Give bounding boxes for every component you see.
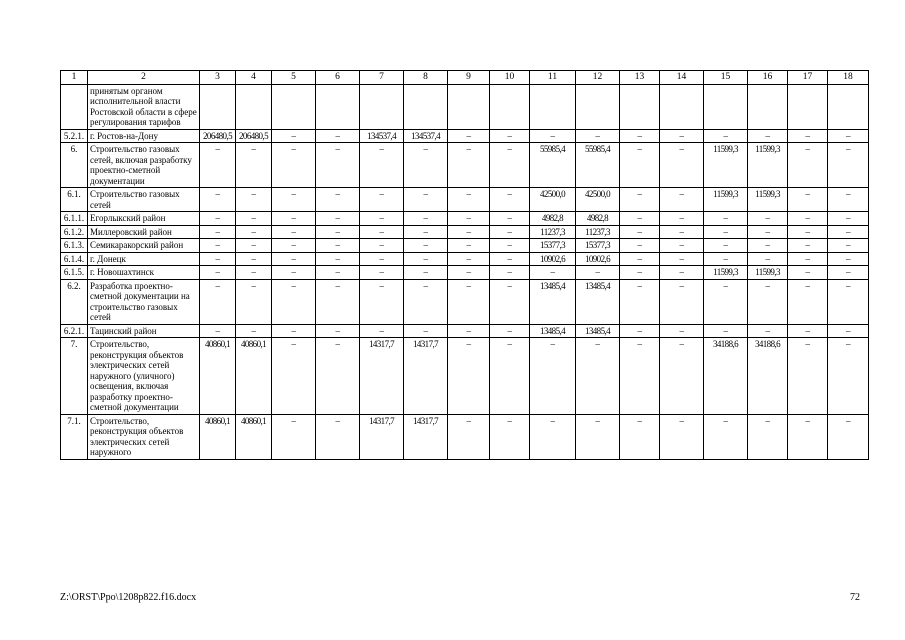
value-cell bbox=[448, 84, 490, 129]
value-cell: 13485,4 bbox=[576, 324, 620, 338]
value-cell: 11237,3 bbox=[530, 225, 576, 239]
value-cell: – bbox=[448, 252, 490, 266]
row-name-cell: Семикаракорский район bbox=[88, 239, 200, 253]
row-name-cell: Строительство газовых сетей bbox=[88, 188, 200, 212]
value-cell: – bbox=[236, 252, 272, 266]
value-cell: – bbox=[748, 279, 788, 324]
table-row bbox=[61, 324, 869, 338]
value-cell: – bbox=[620, 338, 660, 415]
value-cell: – bbox=[490, 279, 530, 324]
value-cell: – bbox=[660, 338, 704, 415]
value-cell bbox=[576, 84, 620, 129]
value-cell: – bbox=[620, 324, 660, 338]
value-cell: – bbox=[360, 324, 404, 338]
column-number: 17 bbox=[788, 71, 828, 85]
row-number-cell: 6.1. bbox=[61, 188, 88, 212]
value-cell: – bbox=[272, 414, 316, 459]
value-cell: 15377,3 bbox=[576, 239, 620, 253]
row-number-cell: 6.1.1. bbox=[61, 212, 88, 226]
value-cell: – bbox=[316, 212, 360, 226]
value-cell: – bbox=[490, 143, 530, 188]
row-number-cell: 6.1.4. bbox=[61, 252, 88, 266]
value-cell: – bbox=[316, 188, 360, 212]
value-cell: 11599,3 bbox=[704, 143, 748, 188]
value-cell: – bbox=[404, 143, 448, 188]
value-cell: 13485,4 bbox=[530, 324, 576, 338]
row-name-cell: г. Донецк bbox=[88, 252, 200, 266]
table-row bbox=[61, 414, 869, 459]
value-cell: – bbox=[748, 324, 788, 338]
value-cell: – bbox=[828, 143, 869, 188]
value-cell: 40860,1 bbox=[200, 338, 236, 415]
value-cell: – bbox=[828, 338, 869, 415]
value-cell: – bbox=[828, 225, 869, 239]
row-name-cell: принятым органом исполнительной власти Ростовской области в сфере регулирования тарифов bbox=[88, 84, 200, 129]
value-cell: – bbox=[490, 252, 530, 266]
value-cell: 11237,3 bbox=[576, 225, 620, 239]
value-cell: – bbox=[316, 225, 360, 239]
value-cell: – bbox=[788, 414, 828, 459]
value-cell: – bbox=[490, 225, 530, 239]
value-cell: – bbox=[788, 279, 828, 324]
value-cell: – bbox=[316, 252, 360, 266]
value-cell: – bbox=[660, 212, 704, 226]
value-cell: 11599,3 bbox=[748, 188, 788, 212]
value-cell: – bbox=[530, 266, 576, 280]
value-cell: – bbox=[404, 239, 448, 253]
value-cell: – bbox=[236, 239, 272, 253]
value-cell: 11599,3 bbox=[704, 188, 748, 212]
value-cell: – bbox=[530, 129, 576, 143]
column-number: 9 bbox=[448, 71, 490, 85]
document-table-container bbox=[60, 70, 868, 460]
value-cell: – bbox=[448, 188, 490, 212]
value-cell: – bbox=[360, 266, 404, 280]
value-cell: – bbox=[828, 324, 869, 338]
value-cell: – bbox=[704, 212, 748, 226]
value-cell: 11599,3 bbox=[748, 143, 788, 188]
column-number: 5 bbox=[272, 71, 316, 85]
value-cell: – bbox=[200, 188, 236, 212]
table-row bbox=[61, 239, 869, 253]
value-cell: 134537,4 bbox=[360, 129, 404, 143]
value-cell: 134537,4 bbox=[404, 129, 448, 143]
value-cell: – bbox=[272, 129, 316, 143]
value-cell bbox=[272, 84, 316, 129]
value-cell: – bbox=[200, 266, 236, 280]
budget-table bbox=[60, 70, 869, 460]
value-cell: – bbox=[576, 414, 620, 459]
value-cell: – bbox=[316, 143, 360, 188]
value-cell: – bbox=[490, 239, 530, 253]
column-number: 4 bbox=[236, 71, 272, 85]
value-cell bbox=[404, 84, 448, 129]
value-cell: – bbox=[272, 252, 316, 266]
row-number-cell: 6. bbox=[61, 143, 88, 188]
value-cell: 4982,8 bbox=[530, 212, 576, 226]
value-cell: – bbox=[620, 266, 660, 280]
value-cell bbox=[530, 84, 576, 129]
row-name-cell: Егорлыкский район bbox=[88, 212, 200, 226]
value-cell: – bbox=[272, 188, 316, 212]
table-row bbox=[61, 225, 869, 239]
value-cell: – bbox=[788, 188, 828, 212]
value-cell: – bbox=[490, 266, 530, 280]
value-cell: – bbox=[490, 188, 530, 212]
value-cell: – bbox=[660, 279, 704, 324]
value-cell bbox=[200, 84, 236, 129]
table-body bbox=[61, 71, 869, 460]
value-cell: – bbox=[620, 143, 660, 188]
value-cell: – bbox=[828, 266, 869, 280]
value-cell: – bbox=[360, 212, 404, 226]
value-cell: – bbox=[788, 338, 828, 415]
value-cell: – bbox=[660, 225, 704, 239]
value-cell: – bbox=[620, 414, 660, 459]
value-cell: – bbox=[236, 188, 272, 212]
value-cell bbox=[748, 84, 788, 129]
value-cell: – bbox=[828, 129, 869, 143]
table-header-row bbox=[61, 71, 869, 85]
row-number-cell: 6.1.3. bbox=[61, 239, 88, 253]
row-number-cell: 7.1. bbox=[61, 414, 88, 459]
value-cell: 15377,3 bbox=[530, 239, 576, 253]
value-cell: – bbox=[788, 239, 828, 253]
column-number: 11 bbox=[530, 71, 576, 85]
value-cell: – bbox=[620, 279, 660, 324]
value-cell: – bbox=[490, 324, 530, 338]
value-cell bbox=[704, 84, 748, 129]
value-cell: – bbox=[704, 414, 748, 459]
column-number: 18 bbox=[828, 71, 869, 85]
value-cell: – bbox=[530, 414, 576, 459]
value-cell: – bbox=[748, 129, 788, 143]
value-cell: – bbox=[788, 212, 828, 226]
value-cell bbox=[236, 84, 272, 129]
value-cell: – bbox=[200, 239, 236, 253]
value-cell: – bbox=[360, 188, 404, 212]
row-number-cell: 6.1.5. bbox=[61, 266, 88, 280]
value-cell: – bbox=[448, 414, 490, 459]
column-number: 2 bbox=[88, 71, 200, 85]
value-cell: – bbox=[748, 225, 788, 239]
value-cell: – bbox=[620, 252, 660, 266]
value-cell: – bbox=[828, 188, 869, 212]
value-cell: – bbox=[200, 252, 236, 266]
value-cell: 10902,6 bbox=[530, 252, 576, 266]
row-number-cell bbox=[61, 84, 88, 129]
value-cell: – bbox=[360, 143, 404, 188]
table-row bbox=[61, 143, 869, 188]
value-cell: – bbox=[236, 143, 272, 188]
value-cell: – bbox=[660, 129, 704, 143]
value-cell: – bbox=[448, 279, 490, 324]
value-cell: – bbox=[316, 279, 360, 324]
value-cell: – bbox=[236, 324, 272, 338]
value-cell: – bbox=[404, 279, 448, 324]
value-cell: 14317,7 bbox=[360, 414, 404, 459]
value-cell: – bbox=[748, 212, 788, 226]
value-cell: 14317,7 bbox=[404, 338, 448, 415]
row-name-cell: Тацинский район bbox=[88, 324, 200, 338]
value-cell: 40860,1 bbox=[200, 414, 236, 459]
page-number: 72 bbox=[850, 592, 860, 603]
value-cell: 206480,5 bbox=[236, 129, 272, 143]
row-name-cell: Разработка проектно-сметной документации на строительство газовых сетей bbox=[88, 279, 200, 324]
value-cell: – bbox=[236, 212, 272, 226]
value-cell: – bbox=[404, 324, 448, 338]
value-cell: 55985,4 bbox=[576, 143, 620, 188]
value-cell: 11599,3 bbox=[748, 266, 788, 280]
value-cell: – bbox=[316, 129, 360, 143]
value-cell: – bbox=[748, 239, 788, 253]
column-number: 6 bbox=[316, 71, 360, 85]
value-cell: – bbox=[530, 338, 576, 415]
column-number: 13 bbox=[620, 71, 660, 85]
row-number-cell: 5.2.1. bbox=[61, 129, 88, 143]
value-cell bbox=[620, 84, 660, 129]
value-cell bbox=[490, 84, 530, 129]
value-cell: 14317,7 bbox=[404, 414, 448, 459]
value-cell: – bbox=[490, 414, 530, 459]
value-cell: – bbox=[236, 225, 272, 239]
column-number: 3 bbox=[200, 71, 236, 85]
value-cell: 42500,0 bbox=[576, 188, 620, 212]
value-cell: – bbox=[620, 212, 660, 226]
row-number-cell: 6.2. bbox=[61, 279, 88, 324]
column-number: 14 bbox=[660, 71, 704, 85]
value-cell: – bbox=[272, 324, 316, 338]
value-cell: – bbox=[828, 279, 869, 324]
value-cell: – bbox=[200, 324, 236, 338]
value-cell: – bbox=[660, 188, 704, 212]
value-cell: – bbox=[576, 266, 620, 280]
value-cell: – bbox=[704, 129, 748, 143]
value-cell: – bbox=[660, 324, 704, 338]
column-number: 8 bbox=[404, 71, 448, 85]
value-cell: 10902,6 bbox=[576, 252, 620, 266]
value-cell: – bbox=[360, 225, 404, 239]
value-cell: – bbox=[272, 143, 316, 188]
table-row bbox=[61, 252, 869, 266]
value-cell: – bbox=[404, 188, 448, 212]
value-cell: – bbox=[200, 143, 236, 188]
value-cell: – bbox=[576, 338, 620, 415]
value-cell: – bbox=[200, 212, 236, 226]
value-cell: – bbox=[316, 338, 360, 415]
value-cell: – bbox=[360, 279, 404, 324]
value-cell: – bbox=[704, 225, 748, 239]
row-name-cell: г. Новошахтинск bbox=[88, 266, 200, 280]
row-name-cell: Строительство, реконструкция объектов электрических сетей наружного bbox=[88, 414, 200, 459]
value-cell: – bbox=[788, 143, 828, 188]
footer-file-path: Z:\ORST\Ppo\1208p822.f16.docx bbox=[60, 592, 197, 603]
value-cell: – bbox=[704, 324, 748, 338]
value-cell: – bbox=[788, 225, 828, 239]
value-cell: – bbox=[704, 239, 748, 253]
value-cell bbox=[788, 84, 828, 129]
value-cell: – bbox=[660, 266, 704, 280]
table-row bbox=[61, 212, 869, 226]
value-cell: – bbox=[360, 239, 404, 253]
value-cell: – bbox=[236, 279, 272, 324]
value-cell: 13485,4 bbox=[576, 279, 620, 324]
value-cell: 55985,4 bbox=[530, 143, 576, 188]
value-cell: – bbox=[236, 266, 272, 280]
row-number-cell: 7. bbox=[61, 338, 88, 415]
value-cell: 13485,4 bbox=[530, 279, 576, 324]
value-cell: – bbox=[490, 212, 530, 226]
value-cell bbox=[360, 84, 404, 129]
value-cell: – bbox=[660, 143, 704, 188]
value-cell: – bbox=[448, 324, 490, 338]
value-cell: – bbox=[704, 252, 748, 266]
column-number: 12 bbox=[576, 71, 620, 85]
value-cell: – bbox=[404, 225, 448, 239]
value-cell: 40860,1 bbox=[236, 414, 272, 459]
value-cell: – bbox=[448, 225, 490, 239]
value-cell: – bbox=[620, 239, 660, 253]
value-cell: 14317,7 bbox=[360, 338, 404, 415]
value-cell: – bbox=[448, 143, 490, 188]
value-cell: – bbox=[360, 252, 404, 266]
value-cell: – bbox=[788, 324, 828, 338]
value-cell: – bbox=[448, 266, 490, 280]
value-cell: – bbox=[748, 414, 788, 459]
row-name-cell: г. Ростов-на-Дону bbox=[88, 129, 200, 143]
value-cell bbox=[316, 84, 360, 129]
column-number: 7 bbox=[360, 71, 404, 85]
value-cell: – bbox=[448, 129, 490, 143]
table-row bbox=[61, 84, 869, 129]
value-cell: – bbox=[490, 338, 530, 415]
value-cell: – bbox=[828, 239, 869, 253]
value-cell bbox=[828, 84, 869, 129]
value-cell: – bbox=[490, 129, 530, 143]
row-number-cell: 6.2.1. bbox=[61, 324, 88, 338]
table-row bbox=[61, 188, 869, 212]
value-cell: – bbox=[200, 279, 236, 324]
value-cell: – bbox=[620, 188, 660, 212]
value-cell: – bbox=[272, 279, 316, 324]
value-cell: – bbox=[828, 212, 869, 226]
value-cell: – bbox=[576, 129, 620, 143]
value-cell: – bbox=[272, 239, 316, 253]
row-name-cell: Строительство газовых сетей, включая разработку проектно-сметной документации bbox=[88, 143, 200, 188]
value-cell: – bbox=[828, 414, 869, 459]
value-cell: – bbox=[316, 414, 360, 459]
value-cell: – bbox=[828, 252, 869, 266]
value-cell: – bbox=[272, 266, 316, 280]
value-cell: – bbox=[316, 266, 360, 280]
value-cell: – bbox=[448, 212, 490, 226]
value-cell: 34188,6 bbox=[704, 338, 748, 415]
value-cell: – bbox=[316, 239, 360, 253]
value-cell: 206480,5 bbox=[200, 129, 236, 143]
value-cell: – bbox=[620, 129, 660, 143]
value-cell: – bbox=[272, 212, 316, 226]
column-number: 16 bbox=[748, 71, 788, 85]
value-cell: 42500,0 bbox=[530, 188, 576, 212]
value-cell: – bbox=[704, 279, 748, 324]
column-number: 10 bbox=[490, 71, 530, 85]
value-cell: – bbox=[404, 266, 448, 280]
value-cell: – bbox=[660, 414, 704, 459]
value-cell: – bbox=[748, 252, 788, 266]
value-cell: – bbox=[404, 212, 448, 226]
row-number-cell: 6.1.2. bbox=[61, 225, 88, 239]
table-row bbox=[61, 279, 869, 324]
value-cell: – bbox=[620, 225, 660, 239]
value-cell: 4982,8 bbox=[576, 212, 620, 226]
value-cell: – bbox=[272, 225, 316, 239]
value-cell: – bbox=[788, 252, 828, 266]
row-name-cell: Строительство, реконструкция объектов электрических сетей наружного (уличного) освещения, включая разработку проектно-сметной документации bbox=[88, 338, 200, 415]
value-cell: – bbox=[660, 239, 704, 253]
value-cell: – bbox=[404, 252, 448, 266]
table-row bbox=[61, 266, 869, 280]
value-cell: – bbox=[788, 129, 828, 143]
table-row bbox=[61, 129, 869, 143]
column-number: 1 bbox=[61, 71, 88, 85]
value-cell: – bbox=[200, 225, 236, 239]
value-cell: – bbox=[272, 338, 316, 415]
value-cell: 40860,1 bbox=[236, 338, 272, 415]
value-cell: 34188,6 bbox=[748, 338, 788, 415]
value-cell: – bbox=[788, 266, 828, 280]
value-cell: – bbox=[448, 239, 490, 253]
value-cell: – bbox=[448, 338, 490, 415]
value-cell: – bbox=[660, 252, 704, 266]
table-row bbox=[61, 338, 869, 415]
value-cell bbox=[660, 84, 704, 129]
column-number: 15 bbox=[704, 71, 748, 85]
value-cell: – bbox=[316, 324, 360, 338]
value-cell: 11599,3 bbox=[704, 266, 748, 280]
row-name-cell: Миллеровский район bbox=[88, 225, 200, 239]
